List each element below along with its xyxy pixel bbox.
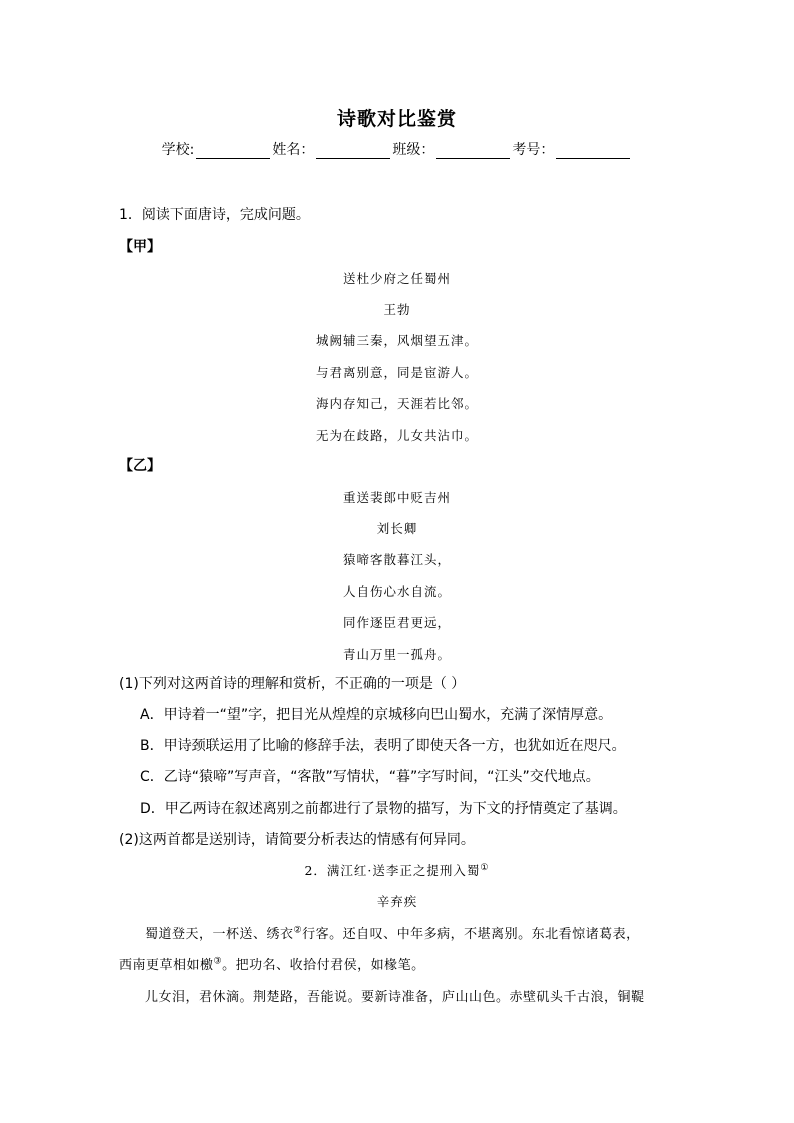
poem-a-author: 王勃 [383,302,411,317]
footnote-marker: ① [480,862,490,873]
poem-a-line: 城阙辅三秦，风烟望五津。 [315,333,478,348]
footnote-marker: ② [293,925,303,936]
sub-question-1: (1)下列对这两首诗的理解和赏析，不正确的一项是（ ） [119,676,466,692]
poem-b-line: 同作逐臣君更远， [342,615,451,630]
class-blank[interactable] [436,144,510,159]
question-1-stem: 1．阅读下面唐诗，完成问题。 [119,207,310,223]
poem-a-line: 海内存知己，天涯若比邻。 [315,396,478,411]
school-blank[interactable] [196,144,270,159]
ci-paragraph-line: 儿女泪，君休滴。荆楚路，吾能说。要新诗准备，庐山山色。赤壁矶头千古浪，铜鞮 [145,990,645,1005]
poem-b-line: 猿啼客散暮江头， [342,552,451,567]
poem-b-line: 青山万里一孤舟。 [342,647,451,662]
ci-paragraph-line [145,925,640,945]
class-label: 班级： [392,142,435,158]
name-label: 姓名： [272,142,315,158]
school-label: 学校: [161,142,195,158]
poem-b-line: 人自伤心水自流。 [342,584,451,599]
ci-text: 。把功名、收拾付君侯，如椽笔。 [222,958,425,973]
poem-a-line: 与君离别意，同是宦游人。 [315,365,478,380]
poem-a-title: 送杜少府之任蜀州 [342,271,451,286]
footnote-marker: ③ [213,956,223,967]
name-blank[interactable] [316,144,390,159]
option-b[interactable]: B．甲诗颈联运用了比喻的修辞手法，表明了即使天各一方，也犹如近在咫尺。 [140,738,626,754]
number-blank[interactable] [556,144,630,159]
number-label: 考号： [512,142,555,158]
poem-b-author: 刘长卿 [376,521,418,536]
option-d[interactable]: D．甲乙两诗在叙述离别之前都进行了景物的描写，为下文的抒情奠定了基调。 [140,801,627,817]
question-2-title-text: 2．满江红·送李正之提刑入蜀 [304,863,481,878]
sub-question-2: (2)这两首都是送别诗，请简要分析表达的情感有何异同。 [119,832,475,848]
ci-text: 行客。还自叹、中年多病，不堪离别。东北看惊诸葛表， [302,927,640,942]
poem-b-title: 重送裴郎中贬吉州 [342,490,451,505]
poem-a-line: 无为在歧路，儿女共沾巾。 [315,428,478,443]
ci-text: 蜀道登天，一杯送、绣衣 [145,927,294,942]
option-c[interactable]: C．乙诗“猿啼”写声音，“客散”写情状，“暮”字写时间，“江头”交代地点。 [140,769,600,785]
question-2-author: 辛弃疾 [376,894,418,909]
poem-a-label: 【甲】 [119,239,161,255]
ci-text: 西南更草相如檄 [119,958,214,973]
option-a[interactable]: A．甲诗着一“望”字，把目光从煌煌的京城移向巴山蜀水，充满了深情厚意。 [140,707,613,723]
question-2-title [0,862,794,880]
poem-b-label: 【乙】 [119,458,161,474]
ci-paragraph-line [119,956,425,976]
student-info-line [0,139,794,159]
page-title: 诗歌对比鉴赏 [336,108,457,130]
